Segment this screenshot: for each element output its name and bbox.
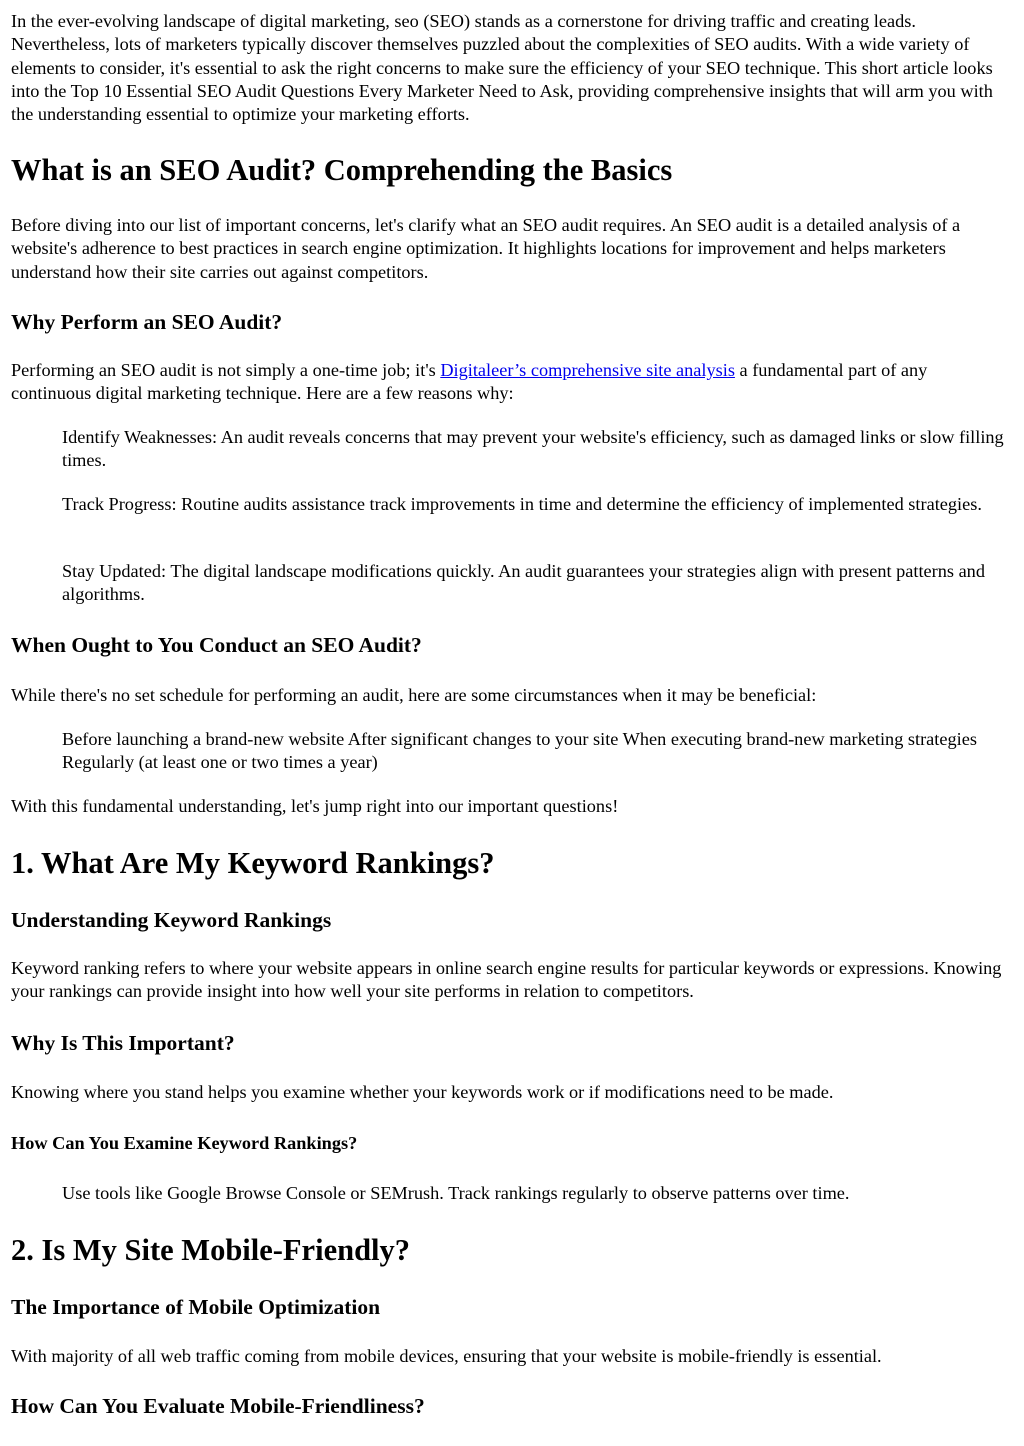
q1-tip: Use tools like Google Browse Console or SEMrush. Track rankings regularly to observe patterns over time. xyxy=(62,1183,850,1203)
heading-q1-keyword-rankings: 1. What Are My Keyword Rankings? xyxy=(11,846,495,880)
heading-when-conduct: When Ought to You Conduct an SEO Audit? xyxy=(11,633,422,657)
heading-seo-audit-basics: What is an SEO Audit? Comprehending the Basics xyxy=(11,153,673,187)
basics-paragraph: Before diving into our list of important concerns, let's clarify what an SEO audit requires. An SEO audit is a detailed analysis of a website's adherence to best practices in search engine optimization. It highlights locations for improvement and helps marketers understand how their site carries out against competitors. xyxy=(11,215,961,282)
why-item-weaknesses: Identify Weaknesses: An audit reveals concerns that may prevent your website's efficiency, such as damaged links or slow filling times. xyxy=(62,427,1004,471)
when-items: Before launching a brand-new website After significant changes to your site When executing brand-new marketing strategies Regularly (at least one or two times a year) xyxy=(62,729,977,773)
heading-examine-keyword-rankings: How Can You Examine Keyword Rankings? xyxy=(11,1133,358,1153)
q1-body-paragraph: Keyword ranking refers to where your website appears in online search engine results for particular keywords or expressions. Knowing your rankings can provide insight into how well your site performs in relation to competitors. xyxy=(11,958,1002,1002)
when-paragraph: While there's no set schedule for performing an audit, here are some circumstances when it may be beneficial: xyxy=(11,685,817,705)
transition-paragraph: With this fundamental understanding, let's jump right into our important questions! xyxy=(11,796,619,816)
why-paragraph xyxy=(11,359,1012,406)
why-item-progress: Track Progress: Routine audits assistance track improvements in time and determine the efficiency of implemented strategies. xyxy=(62,494,982,514)
intro-paragraph: In the ever-evolving landscape of digital marketing, seo (SEO) stands as a cornerstone for driving traffic and creating leads. Nevertheless, lots of marketers typically discover themselves puzzled about the complexities of SEO audits. With a wide variety of elements to consider, it's essential to ask the right concerns to make sure the efficiency of your SEO technique. This short article looks into the Top 10 Essential SEO Audit Questions Every Marketer Need to Ask, providing comprehensive insights that will arm you with the understanding essential to optimize your marketing efforts. xyxy=(11,11,993,125)
why-text-before: Performing an SEO audit is not simply a one-time job; it's xyxy=(11,360,441,380)
digitaleer-site-analysis-link[interactable]: Digitaleer’s comprehensive site analysis xyxy=(440,360,735,380)
why-item-updated: Stay Updated: The digital landscape modifications quickly. An audit guarantees your strategies align with present patterns and algorithms. xyxy=(62,561,985,605)
heading-evaluate-mobile-friendliness: How Can You Evaluate Mobile-Friendliness? xyxy=(11,1394,425,1418)
heading-understanding-keyword-rankings: Understanding Keyword Rankings xyxy=(11,908,332,932)
heading-why-perform: Why Perform an SEO Audit? xyxy=(11,310,283,334)
q1-importance-paragraph: Knowing where you stand helps you examine whether your keywords work or if modifications need to be made. xyxy=(11,1082,834,1102)
heading-q2-mobile-friendly: 2. Is My Site Mobile-Friendly? xyxy=(11,1233,411,1267)
q2-body-paragraph: With majority of all web traffic coming from mobile devices, ensuring that your website is mobile-friendly is essential. xyxy=(11,1346,882,1366)
heading-mobile-optimization: The Importance of Mobile Optimization xyxy=(11,1295,381,1319)
heading-why-important: Why Is This Important? xyxy=(11,1031,235,1055)
why-text-after: a fundamental part of any continuous digital marketing technique. Here are a few reasons why: xyxy=(11,360,928,404)
